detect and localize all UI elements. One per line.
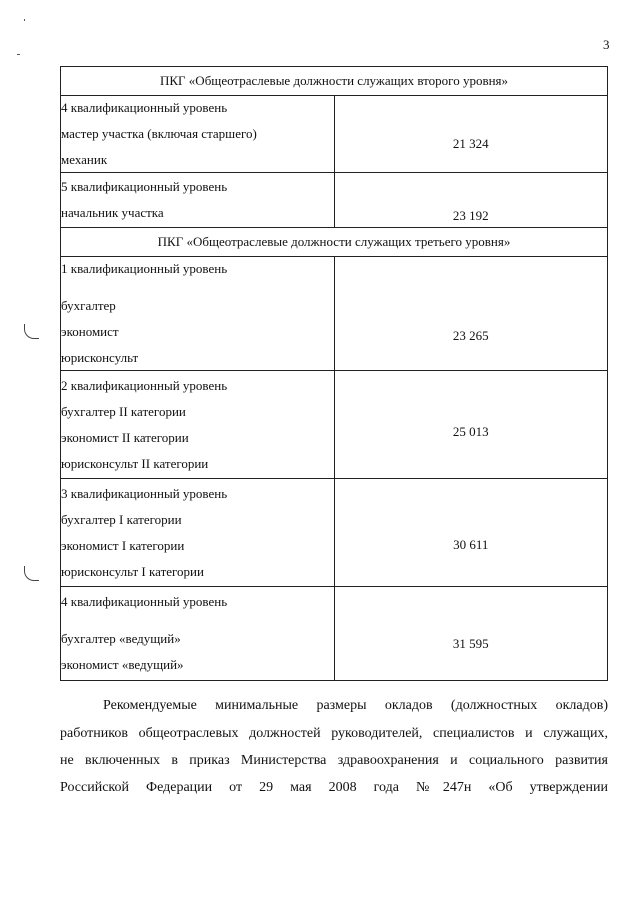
qualification-level: 3 квалификационный уровень [61, 485, 228, 501]
page-number: 3 [603, 37, 610, 52]
table-group-header-row [61, 228, 608, 257]
position-name: мастер участка (включая старшего) [61, 126, 257, 141]
salary-value: 31 595 [334, 587, 608, 681]
position-name: механик [61, 152, 108, 167]
paragraph-line: Российской Федерации от 29 мая 2008 года №247н «Об утверждении [60, 780, 608, 795]
table-row [61, 173, 608, 228]
paragraph-line: не включенных в приказ Министерства здравоохранения и социального развития [60, 753, 608, 768]
position-name: экономист «ведущий» [61, 657, 184, 672]
position-name: юрисконсульт II категории [61, 455, 209, 471]
position-name: юрисконсульт [61, 350, 139, 365]
position-cell [61, 173, 335, 228]
table-group-header-row [61, 67, 608, 96]
qualification-level: 2 квалификационный уровень [61, 377, 228, 393]
group-title: ПКГ «Общеотраслевые должности служащих третьего уровня» [61, 228, 608, 257]
position-cell [61, 96, 335, 173]
position-name: бухгалтер I категории [61, 511, 182, 527]
salary-value: 23 265 [334, 257, 608, 371]
position-name: экономист II категории [61, 429, 189, 445]
position-name: начальник участка [61, 205, 164, 220]
table-row [61, 479, 608, 587]
paragraph-line: Рекомендуемые минимальные размеры окладов (должностных окладов) [103, 698, 608, 713]
salary-value: 21 324 [334, 96, 608, 173]
table-row [61, 96, 608, 173]
table-row [61, 257, 608, 371]
salary-value: 25 013 [334, 371, 608, 479]
position-name: бухгалтер «ведущий» [61, 631, 181, 646]
salary-value: 23 192 [334, 173, 608, 228]
position-cell [61, 587, 335, 681]
qualification-level: 4 квалификационный уровень [61, 100, 228, 115]
position-cell [61, 479, 335, 587]
table-row [61, 587, 608, 681]
paragraph-line: работников общеотраслевых должностей руководителей, специалистов и служащих, [60, 726, 608, 741]
scan-speck [24, 19, 25, 21]
position-cell [61, 257, 335, 371]
position-name: бухгалтер II категории [61, 403, 186, 419]
scan-speck [17, 54, 20, 55]
punch-hole-mark [24, 566, 39, 581]
position-name: бухгалтер [61, 298, 116, 313]
position-cell [61, 371, 335, 479]
qualification-level: 4 квалификационный уровень [61, 594, 228, 609]
position-name: экономист [61, 324, 119, 339]
salary-table [60, 66, 608, 681]
punch-hole-mark [24, 324, 39, 339]
position-name: юрисконсульт I категории [61, 563, 204, 579]
qualification-level: 5 квалификационный уровень [61, 179, 228, 194]
group-title: ПКГ «Общеотраслевые должности служащих второго уровня» [61, 67, 608, 96]
qualification-level: 1 квалификационный уровень [61, 261, 228, 276]
salary-value: 30 611 [334, 479, 608, 587]
position-name: экономист I категории [61, 537, 185, 553]
table-row [61, 371, 608, 479]
